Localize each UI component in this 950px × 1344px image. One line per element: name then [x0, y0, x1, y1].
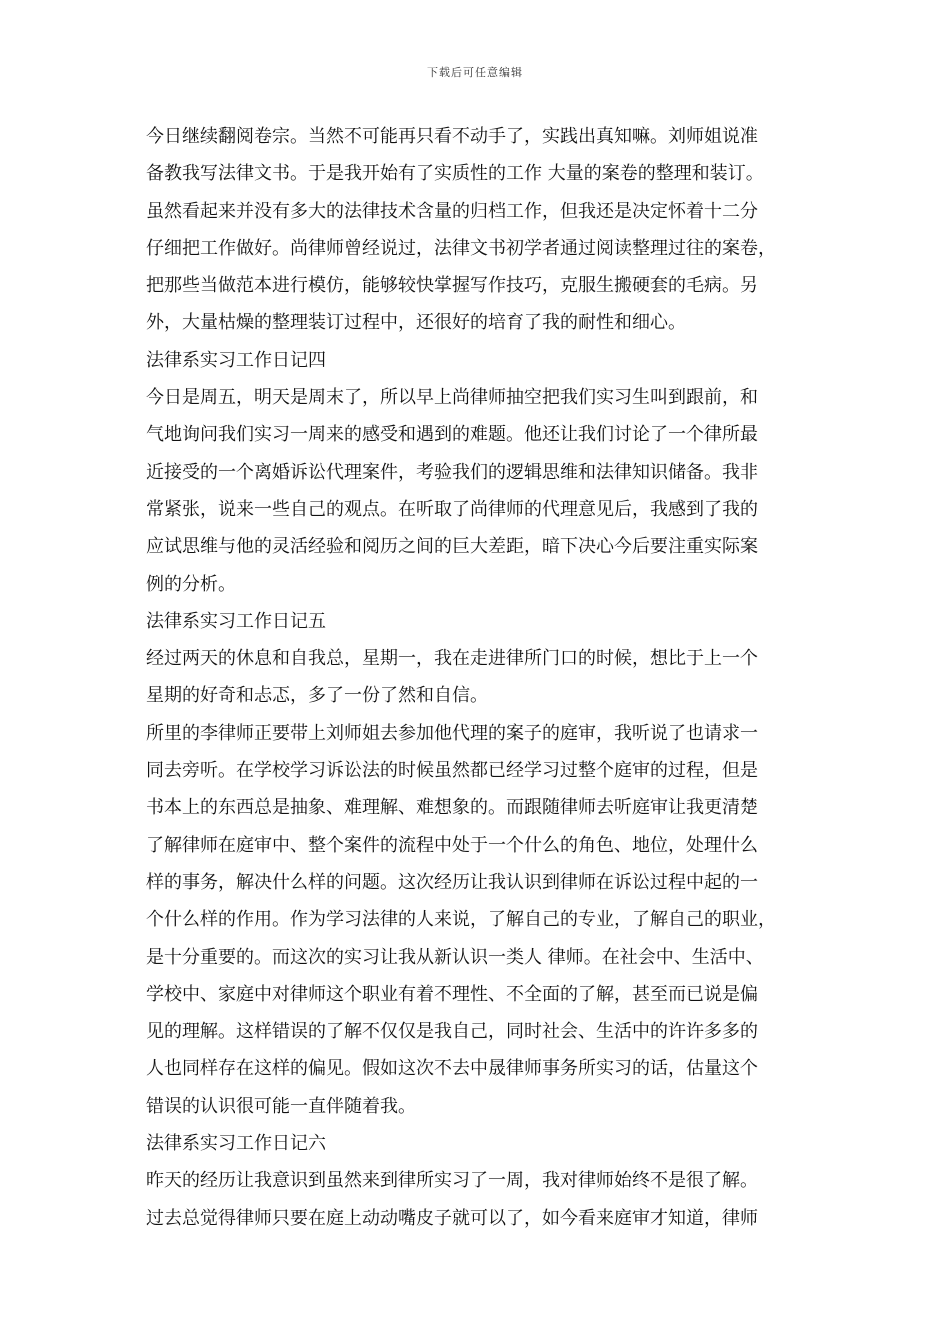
text-line: 法律系实习工作日记四 [146, 349, 326, 371]
text-line: 把那些当做范本进行模仿，能够较快掌握写作技巧，克服生搬硬套的毛病。另 [146, 275, 758, 297]
text-line: 例的分析。 [146, 573, 236, 595]
text-line: 书本上的东西总是抽象、难理解、难想象的。而跟随律师去听庭审让我更清楚 [146, 797, 758, 819]
text-line: 法律系实习工作日记六 [146, 1133, 326, 1155]
text-line: 气地询问我们实习一周来的感受和遇到的难题。他还让我们讨论了一个律所最 [146, 424, 758, 446]
text-line: 今日继续翻阅卷宗。当然不可能再只看不动手了，实践出真知嘛。刘师姐说准 [146, 126, 758, 147]
text-line: 虽然看起来并没有多大的法律技术含量的归档工作，但我还是决定怀着十二分 [146, 200, 758, 222]
text-line: 法律系实习工作日记五 [146, 610, 326, 632]
text-line: 外，大量枯燥的整理装订过程中，还很好的培育了我的耐性和细心。 [146, 312, 686, 334]
page-header: 下载后可任意编辑 [427, 66, 523, 79]
text-line: 同去旁听。在学校学习诉讼法的时候虽然都已经学习过整个庭审的过程，但是 [146, 760, 758, 782]
text-line: 仔细把工作做好。尚律师曾经说过，法律文书初学者通过阅读整理过往的案卷， [146, 237, 776, 259]
text-line: 见的理解。这样错误的了解不仅仅是我自己，同时社会、生活中的许许多多的 [146, 1021, 758, 1043]
text-line: 是十分重要的。而这次的实习让我从新认识一类人 律师。在社会中、生活中、 [146, 946, 764, 968]
document-body [146, 118, 808, 1237]
text-line: 今日是周五，明天是周末了，所以早上尚律师抽空把我们实习生叫到跟前，和 [146, 387, 758, 409]
text-line: 样的事务，解决什么样的问题。这次经历让我认识到律师在诉讼过程中起的一 [146, 871, 758, 893]
text-line: 近接受的一个离婚诉讼代理案件，考验我们的逻辑思维和法律知识储备。我非 [146, 461, 758, 483]
text-line: 经过两天的休息和自我总，星期一，我在走进律所门口的时候，想比于上一个 [146, 648, 758, 670]
text-line: 错误的认识很可能一直伴随着我。 [146, 1095, 416, 1117]
text-line: 星期的好奇和忐忑，多了一份了然和自信。 [146, 685, 488, 707]
text-line: 学校中、家庭中对律师这个职业有着不理性、不全面的了解，甚至而已说是偏 [146, 983, 758, 1005]
text-line: 个什么样的作用。作为学习法律的人来说，了解自己的专业，了解自己的职业， [146, 909, 776, 931]
text-line: 过去总觉得律师只要在庭上动动嘴皮子就可以了，如今看来庭审才知道，律师 [146, 1207, 758, 1229]
text-line: 备教我写法律文书。于是我开始有了实质性的工作 大量的案卷的整理和装订。 [146, 163, 764, 185]
text-line: 了解律师在庭审中、整个案件的流程中处于一个什么的角色、地位，处理什么 [146, 834, 758, 856]
text-line: 人也同样存在这样的偏见。假如这次不去中晟律师事务所实习的话，估量这个 [146, 1058, 758, 1080]
text-line: 昨天的经历让我意识到虽然来到律所实习了一周，我对律师始终不是很了解。 [146, 1170, 758, 1192]
text-line: 所里的李律师正要带上刘师姐去参加他代理的案子的庭审，我听说了也请求一 [146, 722, 758, 744]
text-line: 常紧张，说来一些自己的观点。在听取了尚律师的代理意见后，我感到了我的 [146, 498, 758, 520]
text-line: 应试思维与他的灵活经验和阅历之间的巨大差距，暗下决心今后要注重实际案 [146, 536, 758, 558]
